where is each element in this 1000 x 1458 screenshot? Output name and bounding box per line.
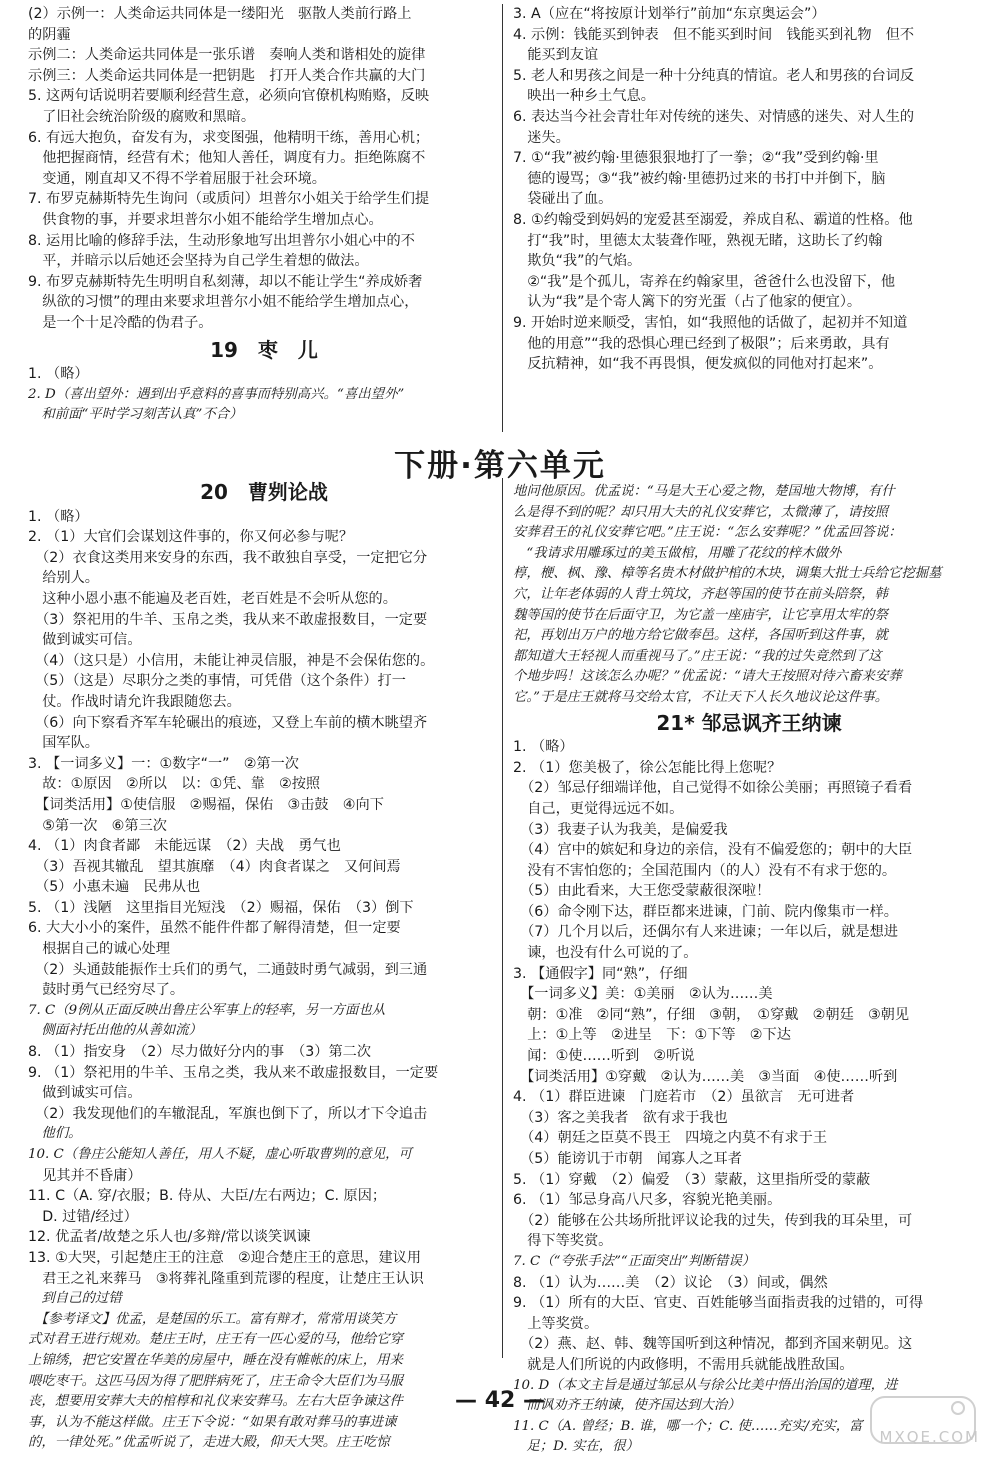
answer-line: 1. （略） — [513, 739, 574, 756]
answer-line: 做到诚实可信。 — [28, 632, 142, 649]
answer-line: 故：①原因 ②所以 以：①凭、靠 ②按照 — [28, 776, 321, 793]
lesson-21-title: 21* 邹忌讽齐王纳谏 — [656, 710, 842, 735]
top-left-column — [28, 4, 500, 426]
answer-line: 4. （1）群臣进谏 门庭若市 （2）虽欲言 无可进者 — [513, 1089, 855, 1106]
answer-line: 10. D（本文主旨是通过邹忌从与徐公比美中悟出治国的道理，进 — [513, 1377, 898, 1393]
answer-line: 7. ①“我”被约翰·里德狠狠地打了一拳；②“我”受到约翰·里 — [513, 150, 879, 167]
answer-line: 3. 【通假字】同“熟”，仔细 — [513, 965, 688, 982]
answer-line: 朝：①准 ②同“熟”，仔细 ③朝， ①穿戴 ②朝廷 ③朝见 — [513, 1006, 910, 1023]
answer-line: 得下等奖赏。 — [513, 1233, 613, 1250]
answer-line: （4）宫中的嫔妃和身边的亲信，没有不偏爱您的；朝中的大臣 — [513, 842, 913, 859]
answer-line: 的阴霾 — [28, 26, 71, 43]
answer-line: 示例二：人类命运共同体是一张乐谱 奏响人类和谐相处的旋律 — [28, 47, 426, 64]
answer-line: 上：①上等 ②进呈 下：①下等 ②下达 — [513, 1027, 791, 1044]
answer-line: 它。”于是庄王就将马交给太官，不让天下人长久地议论这件事。 — [513, 689, 889, 705]
lesson-20-translation-continued — [513, 482, 985, 709]
answer-line: 鼓时勇气已经穷尽了。 — [28, 982, 185, 999]
answer-line: (2）示例一：人类命运共同体是一缕阳光 驱散人类前行路上 — [28, 6, 412, 22]
answer-line: 5. 老人和男孩之间是一种十分纯真的情谊。老人和男孩的台词反 — [513, 67, 915, 84]
answer-line: （2）头通鼓能振作士兵们的勇气，二通鼓时勇气减弱，到三通 — [28, 961, 428, 978]
answer-line: 他们。 — [28, 1126, 82, 1142]
answer-line: 4. （1）肉食者鄙 未能远谋 （2）夫战 勇气也 — [28, 838, 341, 855]
answer-line: 【词类活用】①穿戴 ②认为……美 ③当面 ④使……听到 — [513, 1068, 898, 1085]
page-number: — 42 — — [455, 1388, 545, 1413]
answer-line: 平，并暗示以后她还会坚持为自己学生着想的做法。 — [28, 253, 369, 270]
column-divider-top — [502, 4, 503, 432]
answer-line: 而讽劝齐王纳谏，使齐国达到大治） — [513, 1398, 741, 1414]
answer-line: 足；D. 实在，很） — [513, 1439, 639, 1455]
answer-line: 13. ①大哭，引起楚庄王的注意 ②迎合楚庄王的意思，建议用 — [28, 1249, 422, 1266]
answer-line: 8. （1）指安身 （2）尽力做好分内的事 （3）第二次 — [28, 1044, 372, 1061]
answer-line: 事，认为不能这样做。庄王下令说：“如果有敢对葬马的事进谏 — [28, 1414, 397, 1430]
answer-line: 1. （略） — [28, 508, 89, 525]
answer-line: 德的谩骂；③“我”被约翰·里德扔过来的书打中并倒下，脑 — [513, 170, 886, 187]
answer-line: 映出一种乡土气息。 — [513, 88, 655, 105]
lesson-21-answers — [513, 737, 985, 1458]
answer-line: 喂吃枣干。这匹马因为得了肥胖病死了，庄王命令大臣们为马服 — [28, 1373, 403, 1389]
answer-line: 没有不害怕您的；全国范围内（的人）没有不有求于您的。 — [513, 862, 897, 879]
answer-line: 到自己的过错 — [28, 1291, 122, 1307]
answer-line: 自己，更觉得远远不如。 — [513, 800, 684, 817]
answer-line: （4）（这只是）小信用，未能让神灵信服，神是不会保佑您的。 — [28, 652, 435, 669]
answer-line: （3）我妻子认为我美，是偏爱我 — [513, 821, 728, 838]
answer-line: 9. （1）所有的大臣、官吏、百姓能够当面指责我的过错的，可得 — [513, 1295, 924, 1312]
answer-line: 椁，楩、枫、豫、樟等名贵木材做护棺的木块，调集大批士兵给它挖掘墓 — [513, 566, 942, 582]
answer-line: （5）（这是）尽职分之类的事情，可凭借（这个条件）打一 — [28, 673, 406, 690]
answer-line: 5. （1）穿戴 （2）偏爱 （3）蒙蔽，这里指所受的蒙蔽 — [513, 1171, 871, 1188]
answer-line: 7. 布罗克赫斯特先生询问（或质问）坦普尔小姐关于给学生们提 — [28, 191, 430, 208]
answer-line: 和前面“平时学习刻苦认真”不合） — [28, 407, 243, 423]
answer-line: 谏，也没有什么可说的了。 — [513, 945, 698, 962]
answer-line: 6. 表达当今社会青壮年对传统的迷失、对情感的迷失、对人生的 — [513, 108, 915, 125]
answer-line: 3. A（应在“将按原计划举行”前加“东京奥运会”） — [513, 6, 826, 22]
bottom-right-column — [513, 482, 985, 1458]
answer-line: 见其并不昏庸） — [28, 1167, 142, 1184]
answer-line: （5）能谤讥于市朝 闻寡人之耳者 — [513, 1151, 742, 1167]
lesson-19-answers — [28, 364, 500, 426]
answer-line: 12. 优孟者/故楚之乐人也/多辩/常以谈笑讽谏 — [28, 1229, 311, 1246]
answer-line: 11. C（A. 穿/衣服；B. 侍从、大臣/左右两边；C. 原因； — [28, 1188, 387, 1205]
answer-line: 反抗精神，如“我不再畏惧，便发疯似的同他对打起来”。 — [513, 356, 883, 373]
answer-line: （3）吾视其辙乱 望其旗靡 （4）肉食者谋之 又何间焉 — [28, 858, 401, 875]
answer-line: 4. 示例：钱能买到钟表 但不能买到时间 钱能买到礼物 但不 — [513, 26, 915, 43]
answer-line: （5）小惠未遍 民弗从也 — [28, 879, 201, 896]
lesson-20-title: 20 曹刿论战 — [200, 480, 328, 504]
watermark-url: MXQE.COM — [879, 1428, 980, 1446]
answer-line: 2. D（喜出望外：遇到出乎意料的喜事而特别高兴。“喜出望外” — [28, 386, 405, 402]
answer-line: 这种小恩小惠不能遍及老百姓，老百姓是不会听从您的。 — [28, 590, 397, 607]
answer-line: （6）命令刚下达，群臣都来进谏，门前、院内像集市一样。 — [513, 903, 898, 920]
answer-line: 丧，想要用安葬大夫的棺椁和礼仪来安葬马。左右大臣争谏这件 — [28, 1394, 403, 1410]
answer-line: 8. 运用比喻的修辞手法，生动形象地写出坦普尔小姐心中的不 — [28, 232, 415, 249]
answer-line: 迷失。 — [513, 129, 570, 146]
answer-line: 10. C（鲁庄公能知人善任，用人不疑，虚心听取曹刿的意见，可 — [28, 1147, 412, 1162]
answer-line: 个地步吗！这该怎么办呢？”优孟说：“请大王按照对待六畜来安葬 — [513, 669, 902, 685]
answer-line: 穴，让年老体弱的人背土筑坟，齐赵等国的使节在前头陪祭，韩 — [513, 586, 888, 602]
answer-line: 祀，再划出万户的地方给它做奉邑。这样，各国听到这件事，就 — [513, 628, 888, 644]
top-right-lines — [513, 4, 985, 375]
lesson-20-answers — [28, 507, 500, 1454]
answer-line: 他的用意”“我的恐惧心理已经到了极限”；后来勇敢，具有 — [513, 335, 890, 352]
answer-line: 就是人们所说的内政修明，不需用兵就能战胜敌国。 — [513, 1356, 854, 1373]
answer-line: 上锦绣，把它安置在华美的房屋中，睡在没有帷帐的床上，用来 — [28, 1352, 403, 1368]
bottom-left-column — [28, 482, 500, 1454]
answer-line: 欺负“我”的气焰。 — [513, 253, 642, 270]
lesson-19-title: 19 枣 儿 — [210, 337, 318, 362]
answer-line: 9. 开始时逆来顺受，害怕，如“我照他的话做了，起初并不知道 — [513, 314, 908, 331]
answer-line: 闻：①使……听到 ②听说 — [513, 1048, 695, 1065]
answer-line: 了旧社会统治阶级的腐败和黑暗。 — [28, 108, 256, 125]
answer-line: 5. （1）浅陋 这里指目光短浅 （2）赐福，保佑 （3）倒下 — [28, 899, 414, 916]
answer-line: 么是得不到的呢？却只用大夫的礼仪安葬它，太微薄了，请按照 — [513, 504, 888, 520]
answer-line: 国军队。 — [28, 735, 99, 752]
top-right-column — [513, 4, 985, 375]
answer-line: 上等奖赏。 — [513, 1315, 599, 1332]
answer-line: D. 过错/经过） — [28, 1208, 138, 1225]
answer-line: 做到诚实可信。 — [28, 1085, 142, 1102]
answer-line: 安葬君王的礼仪安葬它吧。”庄王说：“怎么安葬呢？”优孟回答说： — [513, 525, 902, 541]
answer-line: 3. 【一词多义】一：①数字“一” ②第一次 — [28, 755, 299, 772]
answer-line: 式对君王进行规劝。楚庄王时，庄王有一匹心爱的马，他给它穿 — [28, 1332, 403, 1348]
answer-line: 他把握商情，经营有术；他知人善任，调度有力。拒绝陈腐不 — [28, 150, 426, 167]
answer-line: ⑤第一次 ⑥第三次 — [28, 817, 167, 834]
answer-line: 6. 有远大抱负，奋发有为，求变图强，他精明干练，善用心机； — [28, 129, 430, 146]
answer-line: 6. （1）邹忌身高八尺多，容貌光艳美丽。 — [513, 1192, 782, 1209]
answer-line: 1. （略） — [28, 366, 89, 383]
answer-line: 给别人。 — [28, 570, 99, 587]
answer-line: 【一词多义】美：①美丽 ②认为……美 — [513, 986, 773, 1003]
answer-line: （3）祭祀用的牛羊、玉帛之类，我从来不敢虚报数目，一定要 — [28, 611, 428, 628]
answer-line: 能买到友谊 — [513, 47, 599, 64]
answer-line: 8. ①约翰受到妈妈的宠爱甚至溺爱，养成自私、霸道的性格。他 — [513, 211, 913, 228]
answer-line: 2. （1）您美极了，徐公怎能比得上您呢？ — [513, 759, 782, 776]
answer-line: 纵欲的习惯”的理由来要求坦普尔小姐不能给学生增加点心， — [28, 294, 419, 311]
top-left-lines — [28, 4, 500, 334]
column-divider-bottom — [502, 478, 503, 1358]
answer-line: 都知道大王轻视人而重视马了。”庄王说：“我的过失竟然到了这 — [513, 648, 882, 664]
answer-line: （3）客之美我者 欲有求于我也 — [513, 1109, 728, 1126]
answer-line: 【参考译文】优孟，是楚国的乐工。富有辩才，常常用谈笑方 — [28, 1311, 397, 1327]
answer-line: （6）向下察看齐军车轮碾出的痕迹，又登上车前的横木眺望齐 — [28, 714, 428, 731]
answer-line: 根据自己的诚心处理 — [28, 941, 170, 958]
answer-line: 6. 大大小小的案件，虽然不能件件都了解得清楚，但一定要 — [28, 920, 401, 937]
answer-line: 侧面衬托出他的从善如流） — [28, 1023, 203, 1039]
answer-line: （5）由此看来，大王您受蒙蔽很深啦！ — [513, 883, 771, 900]
answer-line: （2）我发现他们的车辙混乱，军旗也倒下了，所以才下令追击 — [28, 1105, 428, 1122]
answer-line: 的，一律处死。”优孟听说了，走进大殿，仰天大哭。庄王吃惊 — [28, 1435, 390, 1451]
answer-line: 9. （1）祭祀用的牛羊、玉帛之类，我从来不敢虚报数目，一定要 — [28, 1064, 439, 1081]
answer-line: 是一个十足冷酷的伪君子。 — [28, 314, 213, 331]
answer-line: 供食物的事，并要求坦普尔小姐不能给学生增加点心。 — [28, 211, 383, 228]
answer-line: （2）燕、赵、韩、魏等国听到这种情况，都到齐国来朝见。这 — [513, 1336, 913, 1353]
answer-line: 5. 这两句话说明若要顺利经营生意，必须向官僚机构贿赂，反映 — [28, 88, 430, 105]
answer-line: 9. 布罗克赫斯特先生明明自私刻薄，却以不能让学生“养成娇奢 — [28, 273, 423, 290]
answer-line: 魏等国的使节在后面守卫，为它盖一座庙宇，让它享用太牢的祭 — [513, 607, 888, 623]
answer-line: 7. C（9例从正面反映出鲁庄公军事上的轻率，另一方面也从 — [28, 1002, 386, 1018]
answer-line: （7）几个月以后，还偶尔有人来进谏；一年以后，就是想进 — [513, 924, 898, 941]
unit-title: 下册·第六单元 — [394, 448, 606, 484]
answer-line: 地问他原因。优孟说：“马是大王心爱之物，楚国地大物博，有什 — [513, 484, 895, 499]
answer-line: （2）邹忌仔细端详他，自己觉得不如徐公美丽；再照镜子看看 — [513, 780, 913, 797]
answer-line: 8. （1）认为……美 （2）议论 （3）间或，偶然 — [513, 1274, 828, 1291]
answer-line: 袋碰出了血。 — [513, 191, 613, 208]
answer-line: ②“我”是个孤儿，寄养在约翰家里，爸爸什么也没留下，他 — [513, 273, 896, 290]
answer-line: （2）衣食这类用来安身的东西，我不敢独自享受，一定把它分 — [28, 549, 428, 566]
answer-line: 认为“我”是个寄人篱下的穷光蛋（占了他家的便宜）。 — [513, 294, 862, 311]
answer-line: 11. C（A. 曾经；B. 谁，哪一个；C. 使……充实/充实，富 — [513, 1418, 863, 1434]
answer-line: 君王之礼来葬马 ③将葬礼隆重到荒谬的程度，让楚庄王认识 — [28, 1270, 424, 1287]
answer-line: 变通，刚直却又不得不学着屈服于社会环境。 — [28, 170, 326, 187]
answer-line: 7. C（“夸张手法”“正面突出”判断错误） — [513, 1253, 756, 1269]
answer-line: 示例三：人类命运共同体是一把钥匙 打开人类合作共赢的大门 — [28, 67, 426, 84]
answer-line: （2）能够在公共场所批评议论我的过失，传到我的耳朵里，可 — [513, 1212, 913, 1229]
answer-line: 打“我”时，里德太太装聋作哑，熟视无睹，这助长了约翰 — [513, 232, 883, 249]
answer-line: 仗。作战时请允许我跟随您去。 — [28, 693, 241, 710]
answer-line: 【词类活用】①使信服 ②赐福，保佑 ③击鼓 ④向下 — [28, 796, 384, 813]
answer-line: “我请求用雕琢过的美玉做棺，用雕了花纹的梓木做外 — [513, 545, 842, 561]
answer-line: （4）朝廷之臣莫不畏王 四境之内莫不有求于王 — [513, 1130, 828, 1147]
answer-line: 2. （1）大官们会谋划这件事的，你又何必参与呢？ — [28, 529, 354, 546]
